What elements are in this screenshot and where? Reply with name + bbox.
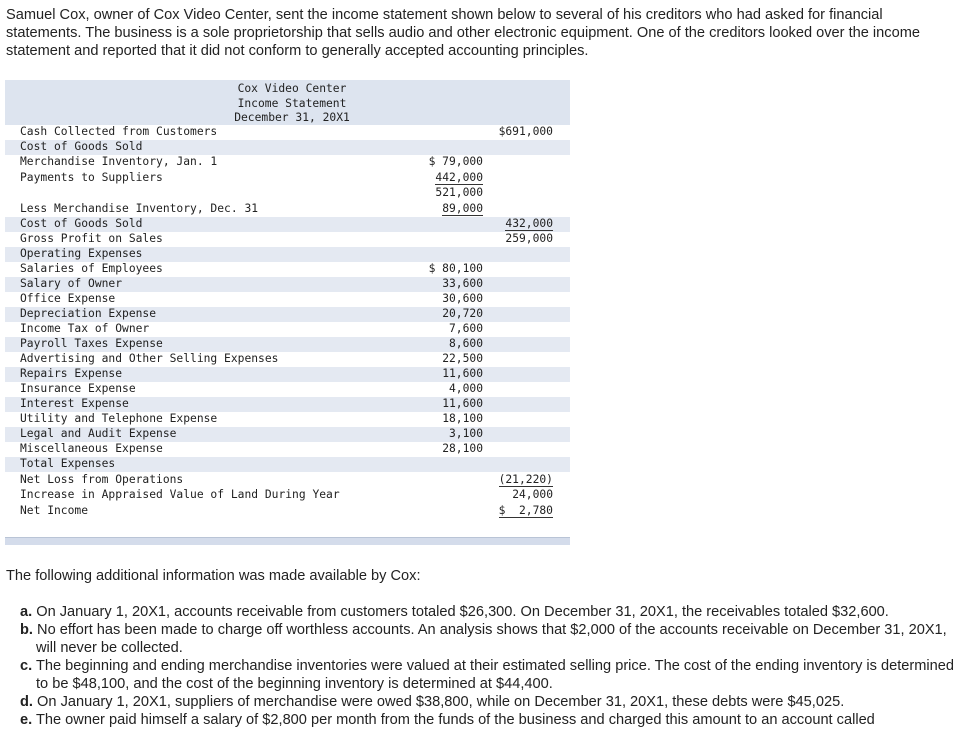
row-label: Legal and Audit Expense — [20, 427, 177, 440]
statement-row — [5, 277, 570, 292]
statement-row — [5, 262, 570, 277]
statement-row — [5, 412, 570, 427]
row-label: Increase in Appraised Value of Land During Year — [20, 488, 340, 501]
row-amount: 18,100 — [442, 412, 483, 425]
item-letter: a. — [20, 604, 33, 620]
statement-footer-band — [5, 537, 570, 545]
statement-date: December 31, 20X1 — [234, 111, 350, 124]
row-label: Less Merchandise Inventory, Dec. 31 — [20, 202, 259, 215]
row-amount: 7,600 — [448, 322, 483, 335]
item-text: No effort has been made to charge off worthless accounts. An analysis shows that $2,000 of the accounts receivable on December 31, 20X1, will never be collected. — [36, 622, 947, 656]
company-name: Cox Video Center — [237, 82, 347, 95]
statement-row — [5, 442, 570, 457]
row-label: Payroll Taxes Expense — [20, 337, 163, 350]
row-label: Salaries of Employees — [20, 262, 163, 275]
row-amount: 22,500 — [442, 352, 483, 365]
list-item — [20, 711, 955, 729]
statement-row — [5, 337, 570, 352]
item-text: The owner paid himself a salary of $2,800 per month from the funds of the business and charged this amount to an account called — [35, 712, 875, 728]
row-amount: 33,600 — [442, 277, 483, 290]
row-label: Payments to Suppliers — [20, 171, 163, 184]
row-total: $ 2,780 — [498, 504, 553, 517]
item-letter: d. — [20, 694, 33, 710]
list-item — [20, 603, 955, 621]
statement-row — [5, 473, 570, 488]
row-amount: 28,100 — [442, 442, 483, 455]
statement-row — [5, 171, 570, 186]
row-label: Advertising and Other Selling Expenses — [20, 352, 279, 365]
row-total: $691,000 — [498, 125, 553, 138]
statement-row — [5, 457, 570, 472]
row-label: Cash Collected from Customers — [20, 125, 218, 138]
statement-row — [5, 504, 570, 519]
row-label: Operating Expenses — [20, 247, 143, 260]
statement-row — [5, 488, 570, 503]
row-label: Net Income — [20, 504, 89, 517]
row-label: Insurance Expense — [20, 382, 136, 395]
row-amount: 11,600 — [442, 367, 483, 380]
row-amount: 4,000 — [448, 382, 483, 395]
statement-row — [5, 307, 570, 322]
row-label: Miscellaneous Expense — [20, 442, 163, 455]
statement-row — [5, 232, 570, 247]
row-total: 259,000 — [505, 232, 553, 245]
row-label: Gross Profit on Sales — [20, 232, 163, 245]
row-label: Salary of Owner — [20, 277, 123, 290]
row-amount: 521,000 — [435, 186, 483, 199]
row-total: 24,000 — [512, 488, 553, 501]
statement-row — [5, 125, 570, 140]
list-item — [20, 657, 955, 693]
list-item — [20, 693, 955, 711]
statement-row — [5, 322, 570, 337]
statement-row — [5, 247, 570, 262]
additional-info-heading: The following additional information was made available by Cox: — [6, 568, 421, 584]
row-amount: 442,000 — [435, 171, 483, 184]
row-amount: 8,600 — [448, 337, 483, 350]
item-text: On January 1, 20X1, accounts receivable from customers totaled $26,300. On December 31, 20X1, the receivables totaled $32,600. — [36, 604, 889, 620]
income-statement — [5, 80, 570, 544]
statement-row — [5, 202, 570, 217]
row-label: Repairs Expense — [20, 367, 123, 380]
row-amount: 30,600 — [442, 292, 483, 305]
row-label: Interest Expense — [20, 397, 129, 410]
statement-row — [5, 155, 570, 170]
statement-row — [5, 382, 570, 397]
statement-row — [5, 217, 570, 232]
statement-row — [5, 140, 570, 155]
item-letter: c. — [20, 658, 33, 674]
item-text: On January 1, 20X1, suppliers of merchandise were owed $38,800, while on December 31, 20X1, these debts were $45,025. — [37, 694, 845, 710]
row-label: Total Expenses — [20, 457, 116, 470]
row-label: Net Loss from Operations — [20, 473, 184, 486]
row-label: Utility and Telephone Expense — [20, 412, 218, 425]
statement-row — [5, 292, 570, 307]
row-amount: $ 80,100 — [428, 262, 483, 275]
statement-row — [5, 186, 570, 201]
statement-title: Income Statement — [237, 97, 347, 110]
row-amount: 89,000 — [442, 202, 483, 215]
row-label: Cost of Goods Sold — [20, 217, 143, 230]
additional-info-list — [20, 603, 955, 729]
row-amount: 20,720 — [442, 307, 483, 320]
item-text: The beginning and ending merchandise inventories were valued at their estimated selling price. The cost of the ending inventory is determined to be $48,100, and the cost of the beginning inventory is determined at $44,400. — [35, 658, 955, 692]
row-label: Merchandise Inventory, Jan. 1 — [20, 155, 218, 168]
row-label: Depreciation Expense — [20, 307, 157, 320]
row-total: (21,220) — [498, 473, 553, 486]
row-amount: $ 79,000 — [428, 155, 483, 168]
row-label: Cost of Goods Sold — [20, 140, 143, 153]
row-amount: 11,600 — [442, 397, 483, 410]
item-letter: e. — [20, 712, 33, 728]
intro-paragraph: Samuel Cox, owner of Cox Video Center, sent the income statement shown below to several of his creditors who had asked for financial statements. The business is a sole proprietorship that sells audio and other electronic equipment. One of the creditors looked over the income statement and reported that it did not conform to generally accepted accounting principles. — [6, 7, 920, 59]
statement-row — [5, 352, 570, 367]
row-amount: 3,100 — [448, 427, 483, 440]
row-label: Income Tax of Owner — [20, 322, 150, 335]
statement-row — [5, 427, 570, 442]
statement-row — [5, 397, 570, 412]
statement-row — [5, 367, 570, 382]
item-letter: b. — [20, 622, 33, 638]
list-item — [20, 621, 955, 657]
row-total: 432,000 — [505, 217, 553, 230]
row-label: Office Expense — [20, 292, 116, 305]
